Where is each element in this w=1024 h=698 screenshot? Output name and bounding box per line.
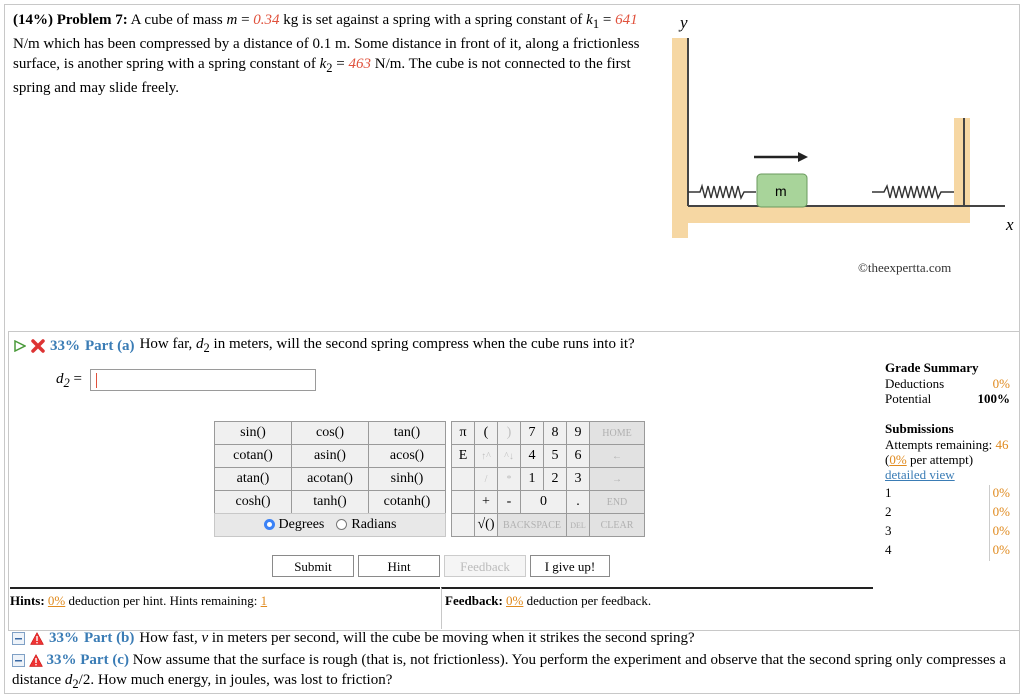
function-pad: [214, 421, 446, 514]
feedback-deduction: 0%: [506, 593, 524, 608]
y-axis-label: y: [680, 13, 688, 32]
attempts-info: Attempts remaining: 46 (0% per attempt) detailed view: [885, 437, 1009, 482]
problem-title: Problem 7:: [56, 12, 128, 28]
minus-key[interactable]: -: [498, 491, 521, 514]
right-arrow-key[interactable]: →: [590, 468, 645, 491]
submit-button[interactable]: Submit: [272, 555, 354, 577]
hints-bar: Hints: 0% deduction per hint. Hints remaining: 1: [10, 587, 440, 629]
submission-row: 2 0%: [885, 504, 1010, 523]
right-spring: [872, 186, 954, 198]
part-a-question: How far, $d_2$ in meters, will the second spring compress when the cube runs into it?: [139, 336, 635, 355]
acotan-button[interactable]: acotan(): [292, 468, 369, 491]
mass-value: 0.34: [253, 12, 280, 28]
six-key[interactable]: 6: [567, 445, 590, 468]
radio-selected-icon: [264, 519, 275, 530]
text-caret: [96, 373, 97, 388]
velocity-arrowhead: [798, 152, 808, 162]
answer-input[interactable]: [90, 369, 316, 391]
divide-key[interactable]: /: [475, 468, 498, 491]
x-axis-label: x: [1006, 215, 1014, 234]
warning-icon-2: [29, 654, 43, 667]
blank-key: [452, 468, 475, 491]
subscript-key[interactable]: ^↓: [498, 445, 521, 468]
radio-empty-icon: [336, 519, 347, 530]
home-key[interactable]: HOME: [590, 422, 645, 445]
keypad: [451, 421, 645, 537]
problem-statement: (14%) Problem 7: A cube of mass m = 0.34 kg is set against a spring with a spring constant of $k_1 = 641$ N/m which has been compressed by a distance of 0.1 m. Some distance in front of it, along a frictionless surface, is another spring with a spring constant of $k_2 = 463$ N/m. The cube is not connected to the first spring and may slide freely.: [13, 12, 640, 96]
two-key[interactable]: 2: [544, 468, 567, 491]
angle-mode: [214, 513, 446, 537]
give-up-button[interactable]: I give up!: [530, 555, 610, 577]
floor: [672, 206, 970, 223]
multiply-key[interactable]: *: [498, 468, 521, 491]
backspace-key[interactable]: BACKSPACE: [498, 514, 567, 537]
sin-button[interactable]: sin(): [215, 422, 292, 445]
one-key[interactable]: 1: [521, 468, 544, 491]
warning-icon: [30, 632, 44, 645]
feedback-button: Feedback: [444, 555, 526, 577]
spring-diagram: [660, 8, 1020, 283]
part-b-question: How fast, v in meters per second, will the cube be moving when it strikes the second spring?: [139, 630, 695, 646]
tan-button[interactable]: tan(): [369, 422, 446, 445]
submission-row: 1 0%: [885, 485, 1010, 504]
lparen-key[interactable]: (: [475, 422, 498, 445]
seven-key[interactable]: 7: [521, 422, 544, 445]
k2-value: 463: [348, 56, 371, 72]
eight-key[interactable]: 8: [544, 422, 567, 445]
part-b-header[interactable]: 33% Part (b) How fast, v in meters per second, will the cube be moving when it strikes the second spring?: [12, 630, 695, 647]
nine-key[interactable]: 9: [567, 422, 590, 445]
pi-key[interactable]: π: [452, 422, 475, 445]
three-key[interactable]: 3: [567, 468, 590, 491]
copyright-text: ©theexpertta.com: [858, 260, 952, 275]
degrees-radio[interactable]: Degrees: [264, 517, 325, 533]
play-icon[interactable]: [14, 340, 26, 352]
submissions-title: Submissions: [885, 421, 954, 436]
submission-row: 4 0%: [885, 542, 1010, 561]
plus-key[interactable]: +: [475, 491, 498, 514]
radians-radio[interactable]: Radians: [336, 517, 396, 533]
four-key[interactable]: 4: [521, 445, 544, 468]
cos-button[interactable]: cos(): [292, 422, 369, 445]
collapse-icon-2[interactable]: [12, 654, 25, 667]
x-mark-icon: [31, 339, 45, 353]
cotan-button[interactable]: cotan(): [215, 445, 292, 468]
tanh-button[interactable]: tanh(): [292, 491, 369, 514]
cosh-button[interactable]: cosh(): [215, 491, 292, 514]
hint-deduction: 0%: [47, 593, 66, 608]
left-arrow-key[interactable]: ←: [590, 445, 645, 468]
del-key[interactable]: DEL: [567, 514, 590, 537]
part-c-header[interactable]: 33% Part (c) Now assume that the surface is rough (that is, not frictionless). You perform the experiment and observe that the second spring only compresses a distance $d_2/2$. How much energy, in joules, was lost to friction?: [12, 652, 1006, 691]
asin-button[interactable]: asin(): [292, 445, 369, 468]
detailed-view-link[interactable]: detailed view: [885, 467, 955, 482]
left-spring: [688, 186, 756, 198]
end-key[interactable]: END: [590, 491, 645, 514]
e-key[interactable]: E: [452, 445, 475, 468]
hint-button[interactable]: Hint: [358, 555, 440, 577]
problem-weight: (14%): [13, 12, 53, 28]
zero-key[interactable]: 0: [521, 491, 567, 514]
submission-list: [885, 485, 1010, 561]
superscript-key[interactable]: ↑^: [475, 445, 498, 468]
answer-label: $d_2$ =: [56, 371, 82, 390]
dot-key[interactable]: .: [567, 491, 590, 514]
mass-label: m: [775, 183, 787, 199]
sqrt-key[interactable]: √(): [475, 514, 498, 537]
five-key[interactable]: 5: [544, 445, 567, 468]
collapse-icon[interactable]: [12, 632, 25, 645]
part-a-percent: 33%: [50, 337, 80, 354]
blank-key-3: [452, 514, 475, 537]
part-a-header: [14, 336, 635, 356]
cotanh-button[interactable]: cotanh(): [369, 491, 446, 514]
grade-summary: Grade Summary Deductions 0% Potential 100%: [885, 360, 1010, 406]
k1-value: 641: [615, 12, 638, 28]
rparen-key[interactable]: ): [498, 422, 521, 445]
atan-button[interactable]: atan(): [215, 468, 292, 491]
part-a-label: Part (a): [85, 337, 135, 354]
submission-row: 3 0%: [885, 523, 1010, 542]
feedback-bar: Feedback: 0% deduction per feedback.: [441, 587, 873, 629]
blank-key-2: [452, 491, 475, 514]
sinh-button[interactable]: sinh(): [369, 468, 446, 491]
attempts-remaining: 46: [995, 437, 1009, 452]
acos-button[interactable]: acos(): [369, 445, 446, 468]
hints-remaining: 1: [260, 593, 268, 608]
clear-key[interactable]: CLEAR: [590, 514, 645, 537]
